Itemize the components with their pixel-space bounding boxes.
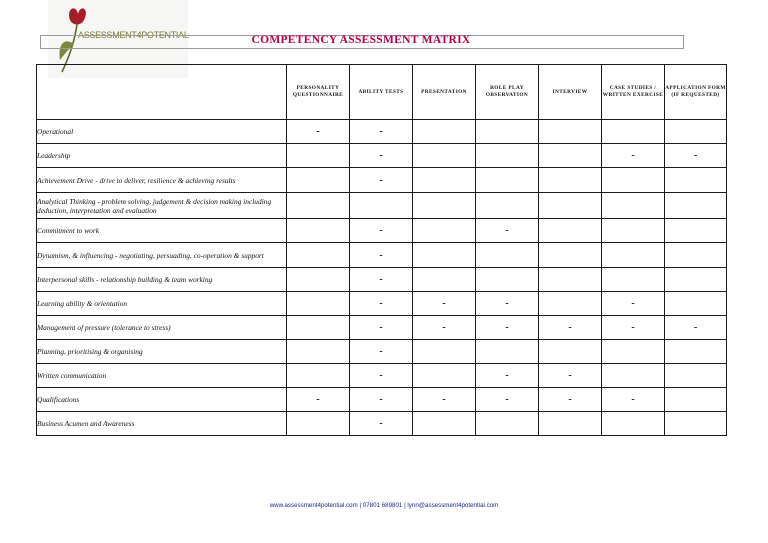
matrix-cell <box>413 144 476 168</box>
table-row <box>37 388 727 412</box>
matrix-cell: - <box>476 219 539 243</box>
matrix-cell <box>413 340 476 364</box>
matrix-cell <box>665 193 727 219</box>
matrix-cell: - <box>287 120 350 144</box>
matrix-cell <box>350 193 413 219</box>
matrix-cell <box>413 268 476 292</box>
matrix-cell <box>287 292 350 316</box>
matrix-cell: - <box>665 144 727 168</box>
matrix-cell <box>476 243 539 268</box>
matrix-cell: - <box>350 388 413 412</box>
matrix-cell <box>665 364 727 388</box>
matrix-cell: - <box>287 388 350 412</box>
logo-text: ASSESSMENT4POTENTIAL <box>78 30 189 40</box>
matrix-cell: - <box>350 268 413 292</box>
matrix-cell: - <box>350 316 413 340</box>
competency-matrix-table <box>36 64 727 436</box>
matrix-cell <box>539 144 602 168</box>
table-row <box>37 144 727 168</box>
matrix-cell: - <box>350 144 413 168</box>
column-header: ABILITY TESTS <box>350 65 413 120</box>
column-header: APPLICATION FORM (IF REQUESTED) <box>665 65 727 120</box>
matrix-cell: - <box>350 364 413 388</box>
competency-label: Dynamism, & influencing - negotiating, persuading, co-operation & support <box>37 243 287 268</box>
matrix-cell <box>665 340 727 364</box>
matrix-cell <box>476 268 539 292</box>
matrix-cell <box>602 168 665 193</box>
matrix-cell: - <box>350 243 413 268</box>
column-header: CASE STUDIES / WRITTEN EXERCISE <box>602 65 665 120</box>
matrix-cell: - <box>413 388 476 412</box>
table-row <box>37 243 727 268</box>
competency-label: Achievement Drive - drive to deliver, resilience & achieving results <box>37 168 287 193</box>
matrix-cell: - <box>350 292 413 316</box>
competency-label: Management of pressure (tolerance to stress) <box>37 316 287 340</box>
competency-label: Qualifications <box>37 388 287 412</box>
matrix-cell <box>602 340 665 364</box>
matrix-cell <box>539 412 602 436</box>
matrix-cell <box>413 243 476 268</box>
matrix-cell <box>287 412 350 436</box>
matrix-cell <box>539 292 602 316</box>
matrix-cell: - <box>602 316 665 340</box>
table-row <box>37 340 727 364</box>
matrix-cell <box>539 268 602 292</box>
matrix-cell <box>665 412 727 436</box>
page-title: COMPETENCY ASSESSMENT MATRIX <box>251 34 471 46</box>
matrix-cell: - <box>350 412 413 436</box>
matrix-cell <box>413 364 476 388</box>
table-row <box>37 120 727 144</box>
matrix-cell <box>602 243 665 268</box>
matrix-cell <box>665 168 727 193</box>
table-row <box>37 219 727 243</box>
table-row <box>37 412 727 436</box>
table-row <box>37 316 727 340</box>
matrix-cell <box>476 120 539 144</box>
matrix-cell <box>665 243 727 268</box>
matrix-cell <box>665 120 727 144</box>
matrix-cell: - <box>602 388 665 412</box>
matrix-cell <box>413 193 476 219</box>
matrix-cell <box>476 144 539 168</box>
matrix-cell: - <box>602 144 665 168</box>
competency-label: Operational <box>37 120 287 144</box>
matrix-cell <box>413 168 476 193</box>
matrix-cell <box>602 364 665 388</box>
matrix-cell: - <box>476 292 539 316</box>
matrix-cell: - <box>476 316 539 340</box>
matrix-cell: - <box>476 364 539 388</box>
matrix-cell <box>287 364 350 388</box>
matrix-cell <box>602 268 665 292</box>
matrix-cell <box>665 219 727 243</box>
matrix-cell <box>287 340 350 364</box>
table-row <box>37 292 727 316</box>
matrix-cell: - <box>602 292 665 316</box>
competency-label: Written communication <box>37 364 287 388</box>
matrix-cell <box>413 412 476 436</box>
matrix-cell <box>413 219 476 243</box>
matrix-cell <box>287 219 350 243</box>
column-header: INTERVIEW <box>539 65 602 120</box>
matrix-cell <box>287 144 350 168</box>
table-row <box>37 168 727 193</box>
matrix-body <box>37 120 727 436</box>
competency-label: Learning ability & orientation <box>37 292 287 316</box>
matrix-cell <box>287 193 350 219</box>
matrix-cell <box>476 340 539 364</box>
matrix-cell <box>413 120 476 144</box>
competency-label: Planning, prioritising & organising <box>37 340 287 364</box>
matrix-cell <box>287 168 350 193</box>
matrix-cell <box>287 316 350 340</box>
matrix-cell <box>539 340 602 364</box>
competency-label: Interpersonal skills - relationship building & team working <box>37 268 287 292</box>
table-row <box>37 364 727 388</box>
matrix-cell: - <box>350 340 413 364</box>
competency-label: Business Acumen and Awareness <box>37 412 287 436</box>
table-row <box>37 193 727 219</box>
column-header: ROLE PLAY OBSERVATION <box>476 65 539 120</box>
matrix-cell <box>476 168 539 193</box>
matrix-cell: - <box>350 219 413 243</box>
matrix-cell: - <box>476 388 539 412</box>
matrix-cell <box>539 120 602 144</box>
matrix-cell: - <box>539 364 602 388</box>
matrix-cell <box>539 219 602 243</box>
matrix-cell: - <box>413 316 476 340</box>
matrix-cell <box>539 168 602 193</box>
competency-label: Analytical Thinking - problem solving, judgement & decision making including deduction, interpretation and evaluation <box>37 193 287 219</box>
matrix-cell <box>287 268 350 292</box>
matrix-cell <box>665 292 727 316</box>
matrix-cell <box>602 412 665 436</box>
table-row <box>37 268 727 292</box>
matrix-cell <box>602 193 665 219</box>
matrix-cell <box>539 243 602 268</box>
matrix-cell <box>476 412 539 436</box>
matrix-cell <box>539 193 602 219</box>
matrix-cell: - <box>539 388 602 412</box>
matrix-cell <box>602 219 665 243</box>
competency-label: Leadership <box>37 144 287 168</box>
matrix-cell: - <box>539 316 602 340</box>
matrix-cell: - <box>350 168 413 193</box>
matrix-cell: - <box>413 292 476 316</box>
matrix-cell <box>665 388 727 412</box>
corner-cell <box>37 65 287 120</box>
matrix-cell <box>602 120 665 144</box>
header-row <box>37 65 727 120</box>
matrix-cell: - <box>665 316 727 340</box>
matrix-cell <box>476 193 539 219</box>
matrix-cell <box>287 243 350 268</box>
column-header: PERSONALITY QUESTIONNAIRE <box>287 65 350 120</box>
competency-label: Commitment to work <box>37 219 287 243</box>
matrix-cell <box>665 268 727 292</box>
footer-contact: www.assessment4potential.com | 07801 689801 | lynn@assessment4potential.com <box>269 502 499 509</box>
column-header: PRESENTATION <box>413 65 476 120</box>
matrix-cell: - <box>350 120 413 144</box>
